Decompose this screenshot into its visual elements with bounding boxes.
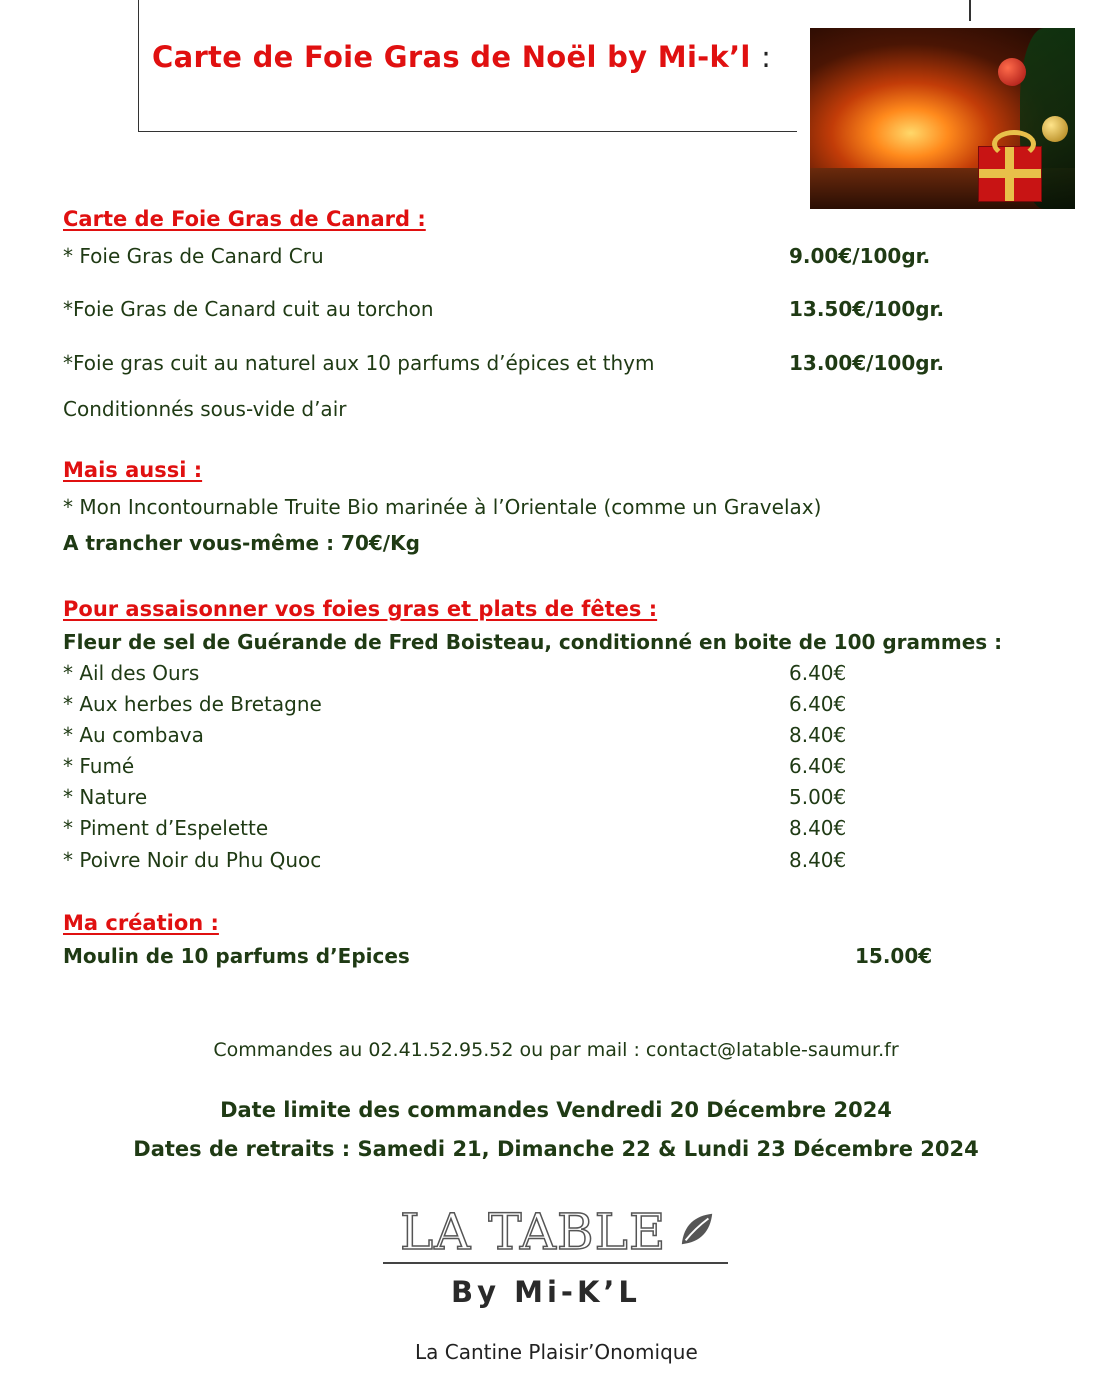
logo-title: LA TABLE bbox=[400, 1203, 667, 1261]
assaisonner-subheading: Fleur de sel de Guérande de Fred Boisteau, conditionné en boite de 100 grammes : bbox=[63, 630, 1003, 654]
foie-gras-item-2: *Foie Gras de Canard cuit au torchon bbox=[63, 297, 434, 321]
foie-gras-item-3: *Foie gras cuit au naturel aux 10 parfums d’épices et thym bbox=[63, 351, 655, 375]
page-title bbox=[152, 40, 771, 74]
seasoning-item: * Aux herbes de Bretagne bbox=[63, 692, 322, 716]
title-text: Carte de Foie Gras de Noël by Mi-k’l bbox=[152, 40, 751, 74]
seasoning-item: * Fumé bbox=[63, 754, 135, 778]
seasoning-price: 5.00€ bbox=[789, 785, 847, 809]
foie-gras-price-3: 13.00€/100gr. bbox=[789, 351, 945, 375]
logo-tagline: La Cantine Plaisir’Onomique bbox=[415, 1340, 698, 1364]
photo-ornament-red bbox=[998, 58, 1026, 86]
seasoning-item: * Nature bbox=[63, 785, 148, 809]
order-contact: Commandes au 02.41.52.95.52 ou par mail : contact@latable-saumur.fr bbox=[213, 1039, 899, 1061]
leaf-icon bbox=[678, 1210, 716, 1248]
assaisonner-heading: Pour assaisonner vos foies gras et plats de fêtes : bbox=[63, 597, 658, 621]
order-deadline: Date limite des commandes Vendredi 20 Décembre 2024 bbox=[220, 1098, 892, 1122]
logo-divider bbox=[383, 1262, 728, 1264]
seasoning-item: * Poivre Noir du Phu Quoc bbox=[63, 848, 322, 872]
aussi-item: * Mon Incontournable Truite Bio marinée à l’Orientale (comme un Gravelax) bbox=[63, 495, 822, 519]
foie-gras-item-1: * Foie Gras de Canard Cru bbox=[63, 244, 324, 268]
creation-heading: Ma création : bbox=[63, 911, 219, 935]
photo-gift-bow bbox=[992, 130, 1036, 158]
seasoning-price: 8.40€ bbox=[789, 723, 847, 747]
creation-price: 15.00€ bbox=[855, 944, 933, 968]
seasoning-item: * Ail des Ours bbox=[63, 661, 200, 685]
seasoning-price: 6.40€ bbox=[789, 754, 847, 778]
photo-ornament-gold bbox=[1042, 116, 1068, 142]
logo-subtitle: By Mi-K’L bbox=[451, 1275, 641, 1309]
christmas-fireplace-photo bbox=[810, 28, 1075, 209]
aussi-heading: Mais aussi : bbox=[63, 458, 203, 482]
foie-gras-heading: Carte de Foie Gras de Canard : bbox=[63, 207, 426, 231]
title-colon: : bbox=[761, 40, 772, 74]
frame-tick bbox=[969, 0, 971, 21]
seasoning-price: 8.40€ bbox=[789, 816, 847, 840]
seasoning-price: 6.40€ bbox=[789, 692, 847, 716]
seasoning-item: * Piment d’Espelette bbox=[63, 816, 269, 840]
seasoning-item: * Au combava bbox=[63, 723, 204, 747]
seasoning-price: 8.40€ bbox=[789, 848, 847, 872]
foie-gras-note: Conditionnés sous-vide d’air bbox=[63, 397, 347, 421]
creation-item: Moulin de 10 parfums d’Epices bbox=[63, 944, 410, 968]
pickup-dates: Dates de retraits : Samedi 21, Dimanche 22 & Lundi 23 Décembre 2024 bbox=[133, 1137, 979, 1161]
seasoning-price: 6.40€ bbox=[789, 661, 847, 685]
foie-gras-price-2: 13.50€/100gr. bbox=[789, 297, 945, 321]
aussi-price: A trancher vous-même : 70€/Kg bbox=[63, 531, 420, 555]
foie-gras-price-1: 9.00€/100gr. bbox=[789, 244, 931, 268]
